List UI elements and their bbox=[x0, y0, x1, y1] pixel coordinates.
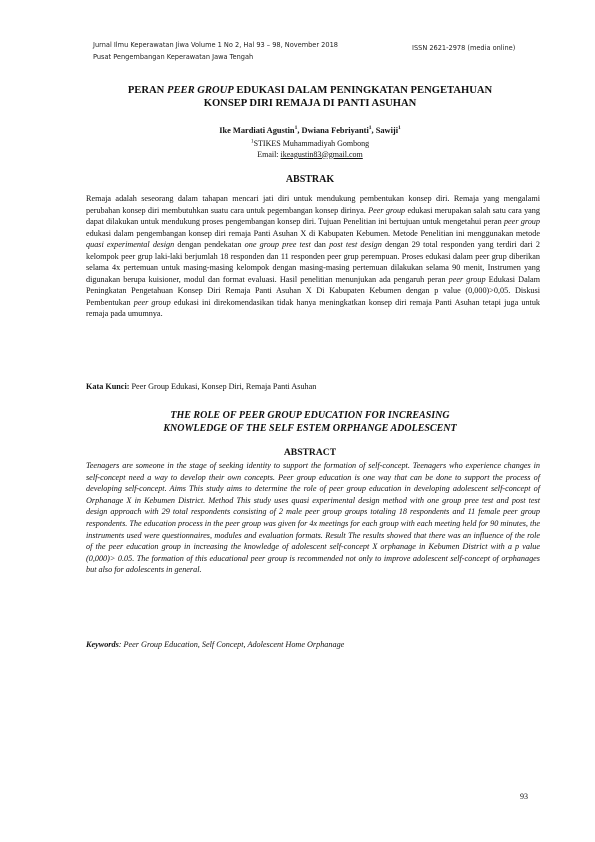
author-list bbox=[60, 125, 560, 136]
author-1: Ike Mardiati Agustin bbox=[219, 126, 295, 135]
author-sep: , bbox=[371, 126, 376, 135]
paper-title bbox=[60, 84, 560, 110]
kata-kunci bbox=[86, 382, 316, 391]
title-part2: EDUKASI DALAM PENINGKATAN PENGETAHUAN bbox=[233, 85, 493, 96]
title-part1: PERAN bbox=[127, 85, 167, 96]
kata-kunci-label: Kata Kunci: bbox=[86, 382, 130, 391]
abstrak-text: Remaja adalah seseorang dalam tahapan mencari jati diri untuk mendukung pembentukan konsep diri. Remaja yang mengalami perubahan konsep diri membutuhkan suatu cara untuk pegembangan konsep dirinya. bbox=[86, 194, 540, 215]
institution: STIKES Muhammadiyah Gombong bbox=[253, 139, 370, 148]
journal-line: Jurnal Ilmu Keperawatan Jiwa Volume 1 No 2, Hal 93 – 98, November 2018 bbox=[93, 41, 338, 49]
email-link[interactable]: ikeagustin83@gmail.com bbox=[280, 149, 363, 159]
keywords-text: : Peer Group Education, Self Concept, Adolescent Home Orphanage bbox=[118, 640, 345, 649]
abstrak-italic: quasi experimental design bbox=[86, 240, 175, 249]
author-3-sup: 1 bbox=[398, 125, 401, 132]
abstract-heading: ABSTRACT bbox=[283, 447, 337, 458]
page-number: 93 bbox=[520, 792, 528, 801]
english-title-line1: THE ROLE OF PEER GROUP EDUCATION FOR INCREASING bbox=[170, 410, 450, 421]
abstrak-text: edukasi ini direkomendasikan tidak hanya meningkatkan konsep diri remaja Panti Asuhan tetapi juga untuk remaja pada umumnya. bbox=[86, 297, 541, 318]
abstrak-body bbox=[86, 193, 540, 320]
abstrak-text: dan bbox=[310, 240, 330, 249]
keywords-label: Keywords bbox=[86, 640, 119, 649]
abstract-body: Teenagers are someone in the stage of seeking identity to support the formation of self-concept. Teenagers who experience changes in self-concept need a way to develop their own concepts. Peer group education is one way that can be done to support the process of developing self-concept. Aims This study aims to determine the role of peer group education in developing adolescent self-concept of Orphanage X in Kebumen District. Method This study uses quasi experimental design method with one group pree test and post test design approach with 29 total respondents consisting of 2 male peer group groups totaling 18 respondents and 11 female peer group respondents. The education process in the peer group was given for 4x meetings for each group with each meeting held for 90 minutes, the instruments used were questionnaires, modules and evaluation formats. Result The results showed that there was an influence of the role of the peer education group in increasing the knowledge of adolescent self-concept X orphanage in Kebumen District with a p value (0,000)> 0.05. The formation of this educational peer group is recommended not only to improve adolescent self-concept of orphanages but also for adolescents in general. bbox=[86, 461, 540, 575]
english-title-line2: KNOWLEDGE OF THE SELF ESTEM ORPHANGE ADOLESCENT bbox=[163, 423, 457, 434]
affiliation-sup: 1 bbox=[250, 138, 254, 145]
abstrak-text: dengan 29 total responden yang terdiri dari 2 kelompok peer grup laki-laki berjumlah 18 responden dan 11 responden peer grup perempuan. Proses edukasi dalam peer grup diberikan selama 4x pertemuan untuk masing-masing kelompok dengan masing-masing pertemuan dilakukan selama 90 menit, Instrumen yang digunakan berupa kuisioner, modul dan format evaluasi. Hasil penelitian menunjukan ada pengaruh peran bbox=[86, 240, 540, 284]
title-line2: KONSEP DIRI REMAJA DI PANTI ASUHAN bbox=[203, 98, 417, 109]
keywords bbox=[86, 640, 344, 649]
author-1-sup: 1 bbox=[294, 125, 298, 132]
author-3: Sawiji bbox=[375, 126, 399, 135]
author-2-sup: 1 bbox=[368, 125, 372, 132]
email-label: Email: bbox=[257, 149, 281, 159]
kata-kunci-text: Peer Group Edukasi, Konsep Diri, Remaja Panti Asuhan bbox=[129, 382, 317, 391]
affiliation bbox=[60, 139, 560, 160]
author-2: Dwiana Febriyanti bbox=[301, 126, 369, 135]
abstrak-italic: post test design bbox=[329, 240, 382, 249]
abstrak-text: Edukasi Dalam Peningkatan Pengetahuan Konsep Diri Remaja Panti Asuhan X Di Kabupaten Kebumen dengan p value (0,000)>0,05. Diskusi Pembentukan bbox=[86, 274, 541, 307]
abstrak-italic: one group pree test bbox=[244, 240, 311, 249]
abstrak-text: dengan pendekatan bbox=[174, 240, 245, 249]
abstrak-heading: ABSTRAK bbox=[285, 174, 335, 185]
publisher-line: Pusat Pengembangan Keperawatan Jawa Tengah bbox=[93, 53, 254, 61]
abstrak-italic: peer group bbox=[503, 217, 540, 226]
abstrak-italic: Peer group bbox=[368, 205, 406, 215]
author-sep: , bbox=[297, 126, 302, 135]
abstrak-italic: peer group bbox=[133, 297, 171, 307]
abstrak-italic: peer group bbox=[448, 274, 486, 284]
abstrak-text: edukasi dalam pengembangan konsep diri remaja Panti Asuhan X di Kabupaten Kebumen. Metode Penelitian ini menggunakan metode bbox=[86, 228, 540, 238]
issn: ISSN 2621-2978 (media online) bbox=[412, 44, 516, 52]
journal-header bbox=[93, 39, 338, 63]
english-title bbox=[60, 409, 560, 435]
abstrak-text: edukasi merupakan salah satu cara yang dapat dilakukan untuk mendukung proses pengembangan konsep diri. Tujuan Penelitian ini bertujuan untuk mengetahui peran bbox=[86, 205, 540, 226]
title-italic: PEER GROUP bbox=[166, 85, 234, 96]
